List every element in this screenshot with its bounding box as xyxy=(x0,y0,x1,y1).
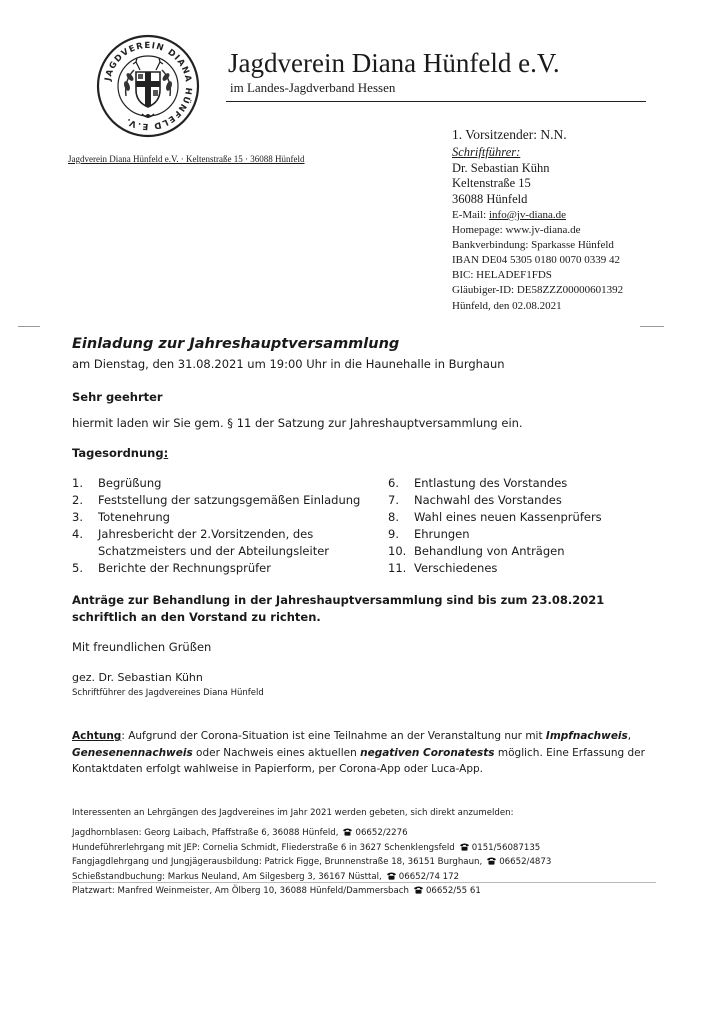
corona-notice xyxy=(72,728,662,778)
telephone-icon xyxy=(386,872,397,880)
email-label: E-Mail: xyxy=(452,208,489,221)
agenda-text: Berichte der Rechnungsprüfer xyxy=(98,561,271,575)
agenda-item xyxy=(72,475,372,492)
agenda-number: 5. xyxy=(72,561,83,575)
course-text: Hundeführerlehrgang mit JEP: Cornelia Schmidt, Fliederstraße 6 in 3627 Schenklengsfeld xyxy=(72,842,455,853)
club-logo xyxy=(96,34,200,138)
street: Keltenstraße 15 xyxy=(452,176,531,191)
agenda-item xyxy=(72,509,372,526)
city: 36088 Hünfeld xyxy=(452,192,528,207)
secretary-label: Schriftführer: xyxy=(452,144,521,159)
club-name: Jagdverein Diana Hünfeld e.V. xyxy=(228,48,560,78)
iban-line: IBAN DE04 5305 0180 0070 0339 42 xyxy=(452,254,621,267)
agenda-text: Entlastung des Vorstandes xyxy=(414,476,568,490)
agenda-text: Jahresbericht der 2.Vorsitzenden, des Schatzmeisters und der Abteilungsleiter xyxy=(98,527,330,558)
motions-deadline: Anträge zur Behandlung in der Jahreshauptversammlung sind bis zum 23.08.2021 schriftlich an den Vorstand zu richten. xyxy=(72,593,605,624)
agenda-item xyxy=(72,560,372,577)
closing-regards: Mit freundlichen Grüßen xyxy=(72,640,212,654)
telephone-icon xyxy=(486,857,497,865)
agenda-heading-colon: : xyxy=(163,446,169,460)
signature-name: gez. Dr. Sebastian Kühn xyxy=(72,671,203,684)
agenda-number: 11. xyxy=(388,561,407,575)
agenda-number: 6. xyxy=(388,476,399,490)
course-phone: 06652/4873 xyxy=(499,857,552,868)
agenda-text: Ehrungen xyxy=(414,527,470,541)
agenda-text: Wahl eines neuen Kassenprüfers xyxy=(414,510,602,524)
email-line xyxy=(452,208,623,223)
agenda-number: 7. xyxy=(388,493,399,507)
agenda-item xyxy=(72,492,372,509)
notice-text: möglich. Eine Erfassung der Kontaktdaten erfolgt wahlweise in Papierform, per Corona-App oder Luca-App. xyxy=(72,746,645,775)
footer-divider xyxy=(72,882,656,883)
course-contacts xyxy=(72,806,672,898)
course-item xyxy=(72,884,672,898)
secretary-name: Dr. Sebastian Kühn xyxy=(452,160,550,175)
sender-address-line: Jagdverein Diana Hünfeld e.V. · Keltenstraße 15 · 36088 Hünfeld xyxy=(68,154,305,164)
agenda-number: 4. xyxy=(72,527,83,541)
telephone-icon xyxy=(342,828,353,836)
date-line: Hünfeld, den 02.08.2021 xyxy=(452,299,562,312)
notice-emphasis: Genesenennachweis xyxy=(72,746,193,759)
agenda-item xyxy=(388,526,688,543)
notice-emphasis: negativen Coronatests xyxy=(360,746,495,759)
creditor-id-line: Gläubiger-ID: DE58ZZZ00000601392 xyxy=(452,284,624,297)
contact-block xyxy=(452,127,623,314)
course-item xyxy=(72,826,672,840)
fold-mark-left xyxy=(18,326,40,327)
agenda-heading-text: Tagesordnung xyxy=(72,446,164,460)
agenda-item xyxy=(388,475,688,492)
agenda-text: Behandlung von Anträgen xyxy=(414,544,565,558)
course-phone: 0151/56087135 xyxy=(471,842,541,853)
fold-mark-right xyxy=(640,326,664,327)
intro-text: hiermit laden wir Sie gem. § 11 der Satzung zur Jahreshauptversammlung ein. xyxy=(72,416,523,430)
telephone-icon xyxy=(459,843,470,851)
agenda-number: 9. xyxy=(388,527,399,541)
agenda-number: 3. xyxy=(72,510,83,524)
notice-text: oder Nachweis eines aktuellen xyxy=(192,746,361,759)
notice-label: Achtung xyxy=(72,730,122,742)
agenda-item xyxy=(388,509,688,526)
agenda-number: 8. xyxy=(388,510,399,524)
course-phone: 06652/2276 xyxy=(355,828,408,839)
bank-line: Bankverbindung: Sparkasse Hünfeld xyxy=(452,239,614,252)
logo-ring-text: JAGDVEREIN DIANA HÜNFELD E.V. xyxy=(103,40,194,132)
greeting: Sehr geehrter xyxy=(72,390,163,404)
course-item xyxy=(72,841,672,855)
signer-role: Schriftführer des Jagdvereines Diana Hünfeld xyxy=(72,688,264,698)
agenda-item xyxy=(72,526,372,560)
email-link[interactable]: info@jv-diana.de xyxy=(488,208,566,221)
homepage-line: Homepage: www.jv-diana.de xyxy=(452,224,581,237)
agenda-item xyxy=(388,492,688,509)
course-item xyxy=(72,855,672,869)
course-phone: 06652/55 61 xyxy=(425,886,481,897)
agenda-item xyxy=(388,560,688,577)
course-text: Fangjagdlehrgang und Jungjägerausbildung: Patrick Figge, Brunnenstraße 18, 36151 Burghaun, xyxy=(72,857,483,868)
course-phone: 06652/74 172 xyxy=(398,871,460,882)
course-text: Jagdhornblasen: Georg Laibach, Pfaffstraße 6, 36088 Hünfeld, xyxy=(72,828,339,839)
course-text: Schießstandbuchung: Markus Neuland, Am Silgesberg 3, 36167 Nüsttal, xyxy=(72,871,382,882)
agenda-list-right xyxy=(388,475,688,577)
notice-text: : Aufgrund der Corona-Situation ist eine Teilnahme an der Veranstaltung nur mit xyxy=(121,730,546,742)
notice-text: , xyxy=(627,730,632,742)
letter-subtitle: am Dienstag, den 31.08.2021 um 19:00 Uhr in die Haunehalle in Burghaun xyxy=(72,357,505,371)
chair-line: 1. Vorsitzender: N.N. xyxy=(452,127,567,142)
letter-title: Einladung zur Jahreshauptversammlung xyxy=(72,336,400,352)
telephone-icon xyxy=(413,886,424,894)
agenda-item xyxy=(388,543,688,560)
agenda-text: Begrüßung xyxy=(98,476,162,490)
agenda-text: Totenehrung xyxy=(98,510,170,524)
courses-lead: Interessenten an Lehrgängen des Jagdvereines im Jahr 2021 werden gebeten, sich direkt anzumelden: xyxy=(72,808,514,818)
agenda-number: 1. xyxy=(72,476,83,490)
notice-emphasis: Impfnachweis xyxy=(545,730,628,742)
agenda-heading xyxy=(72,446,168,460)
course-text: Platzwart: Manfred Weinmeister, Am Ölberg 10, 36088 Hünfeld/Dammersbach xyxy=(72,886,409,897)
agenda-text: Verschiedenes xyxy=(414,561,498,575)
agenda-number: 2. xyxy=(72,493,83,507)
agenda-text: Nachwahl des Vorstandes xyxy=(414,493,562,507)
header-divider xyxy=(226,101,646,102)
agenda-list-left xyxy=(72,475,372,577)
club-subtitle: im Landes-Jagdverband Hessen xyxy=(230,80,396,95)
bic-line: BIC: HELADEF1FDS xyxy=(452,269,552,282)
agenda-text: Feststellung der satzungsgemäßen Einladung xyxy=(98,493,361,507)
agenda-number: 10. xyxy=(388,544,407,558)
